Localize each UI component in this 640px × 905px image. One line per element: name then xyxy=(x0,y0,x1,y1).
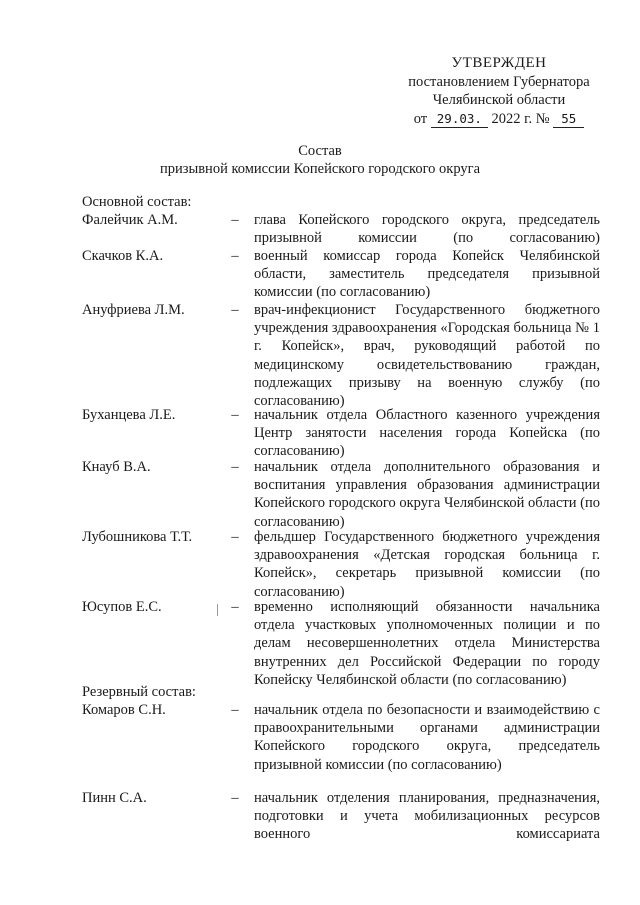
member-name: Скачков К.А. xyxy=(82,248,164,264)
approval-date: 29.03. xyxy=(431,111,488,128)
document-title xyxy=(0,142,640,178)
reserve-section-label: Резервный состав: xyxy=(82,684,196,700)
member-name: Буханцева Л.Е. xyxy=(82,407,176,423)
member-name: Комаров С.Н. xyxy=(82,702,166,718)
approval-date-prefix: от xyxy=(413,110,428,127)
approval-year: 2022 г. № xyxy=(491,110,550,127)
member-dash: – xyxy=(231,407,239,423)
approval-title: УТВЕРЖДЕН xyxy=(451,55,547,71)
member-dash: – xyxy=(231,790,239,806)
member-dash: – xyxy=(231,599,239,615)
approval-number: 55 xyxy=(553,111,584,128)
member-description: фельдшер Государственного бюджетного учреждения здравоохранения «Детская городская больница г. Копейск», секретарь призывной комиссии (по согласованию) xyxy=(254,529,600,600)
member-description: врач-инфекционист Государственного бюджетного учреждения здравоохранения «Городская больница № 1 г. Копейск», врач, руководящий работой по медицинскому освидетельствованию граждан, подлежащих призыву на военную службу (по согласованию) xyxy=(254,302,600,410)
member-description: начальник отдела дополнительного образования и воспитания управления образования администрации Копейского городского округа Челябинской области (по согласованию) xyxy=(254,459,600,530)
member-description: начальник отдела Областного казенного учреждения Центр занятости населения города Копейска (по согласованию) xyxy=(254,407,600,460)
approval-line-1: постановлением Губернатора xyxy=(408,73,590,90)
member-dash: – xyxy=(231,459,239,475)
document-title-line-1: Состав xyxy=(298,143,342,159)
main-section-label: Основной состав: xyxy=(82,194,192,210)
member-name: Ануфриева Л.М. xyxy=(82,302,185,318)
member-dash: – xyxy=(231,302,239,318)
document-title-line-2: призывной комиссии Копейского городского округа xyxy=(159,161,481,177)
member-description: начальник отдела по безопасности и взаимодействию с правоохранительными органами администрации Копейского городского округа, председатель призывной комиссии (по согласованию) xyxy=(254,702,600,773)
member-name: Лубошникова Т.Т. xyxy=(82,529,193,545)
member-description: временно исполняющий обязанности начальника отдела участковых уполномоченных полиции и по делам несовершеннолетних отдела Министерства внутренних дел Российской Федерации по городу Копейску Челябинской области (по согласованию) xyxy=(254,599,600,688)
member-dash: – xyxy=(231,529,239,545)
member-dash: – xyxy=(231,702,239,718)
member-name: Пинн С.А. xyxy=(82,790,147,806)
approval-block xyxy=(384,54,614,128)
scan-artifact xyxy=(217,604,218,616)
member-dash: – xyxy=(231,248,239,264)
member-name: Кнауб В.А. xyxy=(82,459,151,475)
member-dash: – xyxy=(231,212,239,228)
approval-line-2: Челябинской области xyxy=(432,92,566,108)
member-name: Юсупов Е.С. xyxy=(82,599,162,615)
member-description: глава Копейского городского округа, председатель призывной комиссии (по согласованию) xyxy=(254,212,600,247)
member-name: Фалейчик А.М. xyxy=(82,212,178,228)
member-description: начальник отделения планирования, предназначения, подготовки и учета мобилизационных ресурсов военного комиссариата xyxy=(254,790,600,843)
member-description: военный комиссар города Копейск Челябинской области, заместитель председателя призывной комиссии (по согласованию) xyxy=(254,248,600,301)
approval-date-line xyxy=(414,110,585,129)
